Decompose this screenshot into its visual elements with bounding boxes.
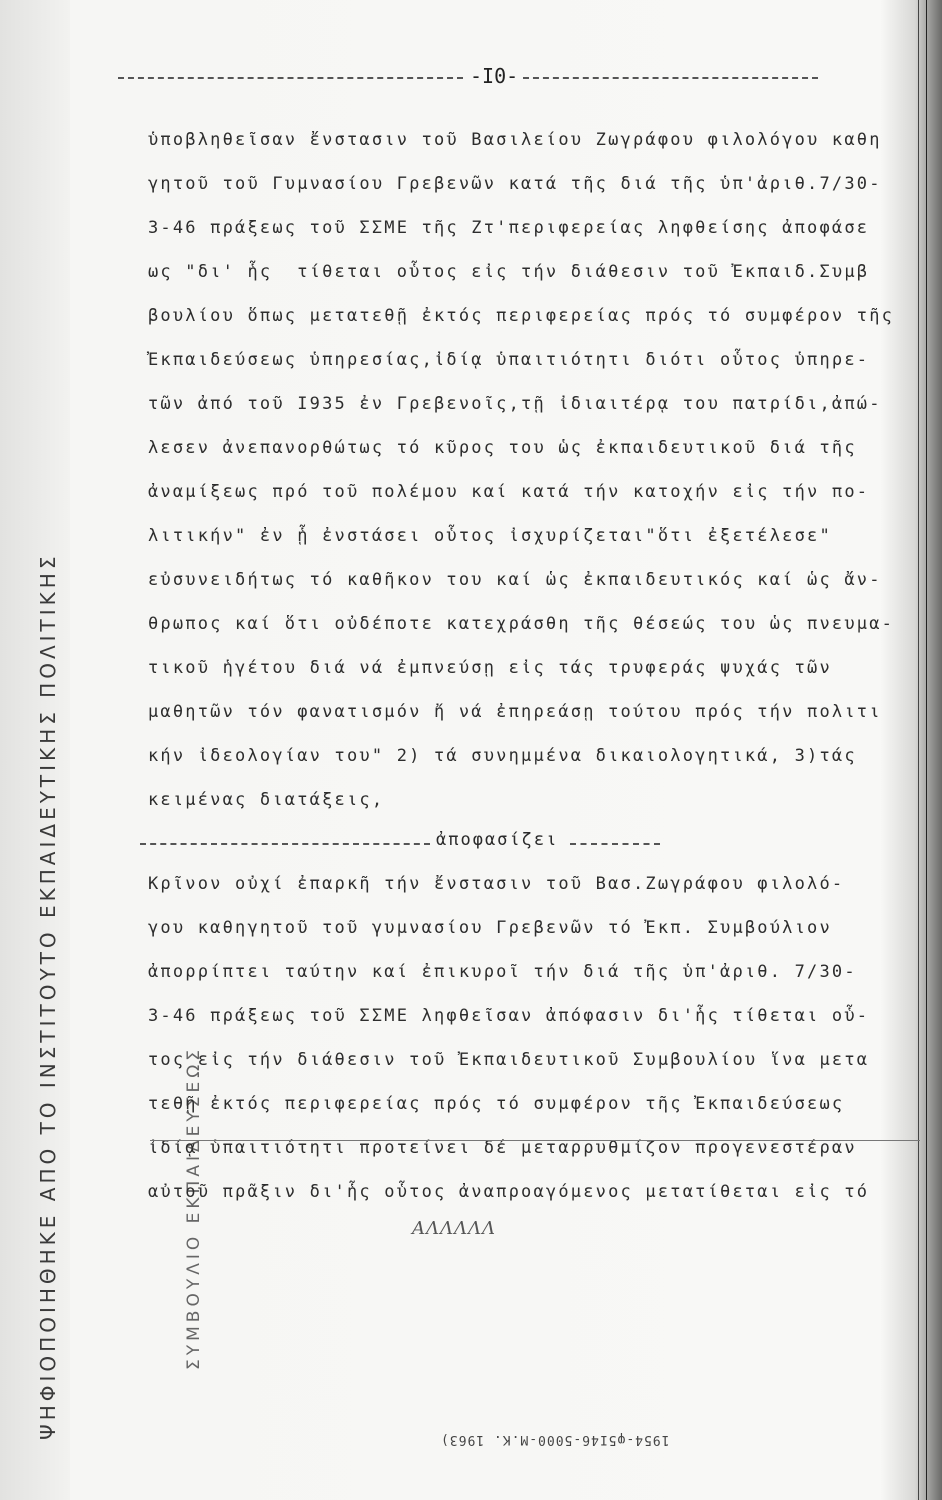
page-header [118,66,818,86]
heading-rule-right [570,843,660,845]
left-margin-watermark: ΨΗΦΙΟΠΟΙΗΘΗΚΕ ΑΠΟ ΤΟ ΙΝΣΤΙΤΟΥΤΟ ΕΚΠΑΙΔΕΥΤΙΚΗΣ ΠΟΛΙΤΙΚΗΣ [36,552,60,1440]
body-line: ως "δι' ἧς τίθεται οὗτος εἰς τήν διάθεσιν τοῦ Ἐκπαιδ.Συμβ [148,262,870,282]
signature-mark: ΑΛΛΛΛΛ [412,1218,496,1239]
body-line: γητοῦ τοῦ Γυμνασίου Γρεβενῶν κατά τῆς διά τῆς ὑπ'ἀριθ.7/30- [148,174,882,194]
stamp-text: ΣΥΜΒΟΥΛΙΟ ΕΚΠΑΙΔΕΥΣΕΩΣ [184,1046,204,1370]
page-edge-line [918,0,919,1500]
body-line: κήν ἰδεολογίαν του" 2) τά συνημμένα δικαιολογητικά, 3)τάς [148,746,857,766]
body-line: τῶν ἀπό τοῦ Ι935 ἐν Γρεβενοῖς,τῇ ἰδιαιτέρᾳ του πατρίδι,ἀπώ- [148,394,882,414]
body-line: 3-46 πράξεως τοῦ ΣΣΜΕ τῆς Ζτ'περιφερείας ληφθείσης ἀποφάσε [148,218,870,238]
decision-line: ἀπορρίπτει ταύτην καί ἐπικυροῖ τήν διά τῆς ὑπ'ἀριθ. 7/30- [148,962,857,982]
body-line: τικοῦ ἡγέτου διά νά ἐμπνεύσῃ εἰς τάς τρυφεράς ψυχάς τῶν [148,658,832,678]
body-line: εὐσυνειδήτως τό καθῆκον του καί ὡς ἐκπαιδευτικός καί ὡς ἄν- [148,570,882,590]
decision-line: τεθῇ ἐκτός περιφερείας πρός τό συμφέρον τῆς Ἐκπαιδεύσεως [148,1094,845,1114]
page-edge-line [926,0,927,1500]
body-line: Ἐκπαιδεύσεως ὑπηρεσίας,ἰδίᾳ ὑπαιτιότητι διότι οὗτος ὑπηρε- [148,350,870,370]
body-line: λιτικήν" ἐν ᾗ ἐνστάσει οὗτος ἰσχυρίζεται"ὅτι ἐξετέλεσε" [148,526,832,546]
decision-line: 3-46 πράξεως τοῦ ΣΣΜΕ ληφθεῖσαν ἀπόφασιν δι'ἧς τίθεται οὗ- [148,1006,870,1026]
body-line: ἀναμίξεως πρό τοῦ πολέμου καί κατά τήν κατοχήν εἰς τήν πο- [148,482,870,502]
decision-line: ἰδίᾳ ὑπαιτιότητι προτείνει δέ μεταρρυθμίζον προγενεστέραν [148,1138,857,1158]
body-line: λεσεν ἀνεπανορθώτως τό κῦρος του ὡς ἐκπαιδευτικοῦ διά τῆς [148,438,857,458]
body-line: κειμένας διατάξεις, [148,790,385,810]
body-line: ὑποβληθεῖσαν ἔνστασιν τοῦ Βασιλείου Ζωγράφου φιλολόγου καθη [148,130,882,150]
page-number: -Ι0- [470,64,519,88]
header-rule-right [523,77,818,79]
heading-word: ἀποφασίζει [436,830,559,850]
body-line: μαθητῶν τόν φανατισμόν ἤ νά ἐπηρεάσῃ τούτου πρός τήν πολιτι [148,702,882,722]
section-heading [140,830,780,854]
body-line: βουλίου ὅπως μετατεθῇ ἐκτός περιφερείας πρός τό συμφέρον τῆς [148,306,895,326]
heading-rule-left [140,843,430,845]
decision-line: γου καθηγητοῦ τοῦ γυμνασίου Γρεβενῶν τό Ἐκπ. Συμβούλιον [148,918,832,938]
header-rule-left [118,77,463,79]
decision-line: Κρῖνον οὐχί ἐπαρκῆ τήν ἔνστασιν τοῦ Βασ.Ζωγράφου φιλολό- [148,874,845,894]
printer-footer: 1954-φ5Ι46-5000-Μ.Κ. 1963) [440,1432,670,1447]
divider-line [150,1140,920,1141]
decision-line: αὐτοῦ πρᾶξιν δι'ἧς οὗτος ἀναπροαγόμενος μετατίθεται εἰς τό [148,1182,870,1202]
decision-line: τος εἰς τήν διάθεσιν τοῦ Ἐκπαιδευτικοῦ Συμβουλίου ἵνα μετα [148,1050,870,1070]
body-line: θρωπος καί ὅτι οὐδέποτε κατεχράσθη τῆς θέσεώς του ὡς πνευμα- [148,614,895,634]
